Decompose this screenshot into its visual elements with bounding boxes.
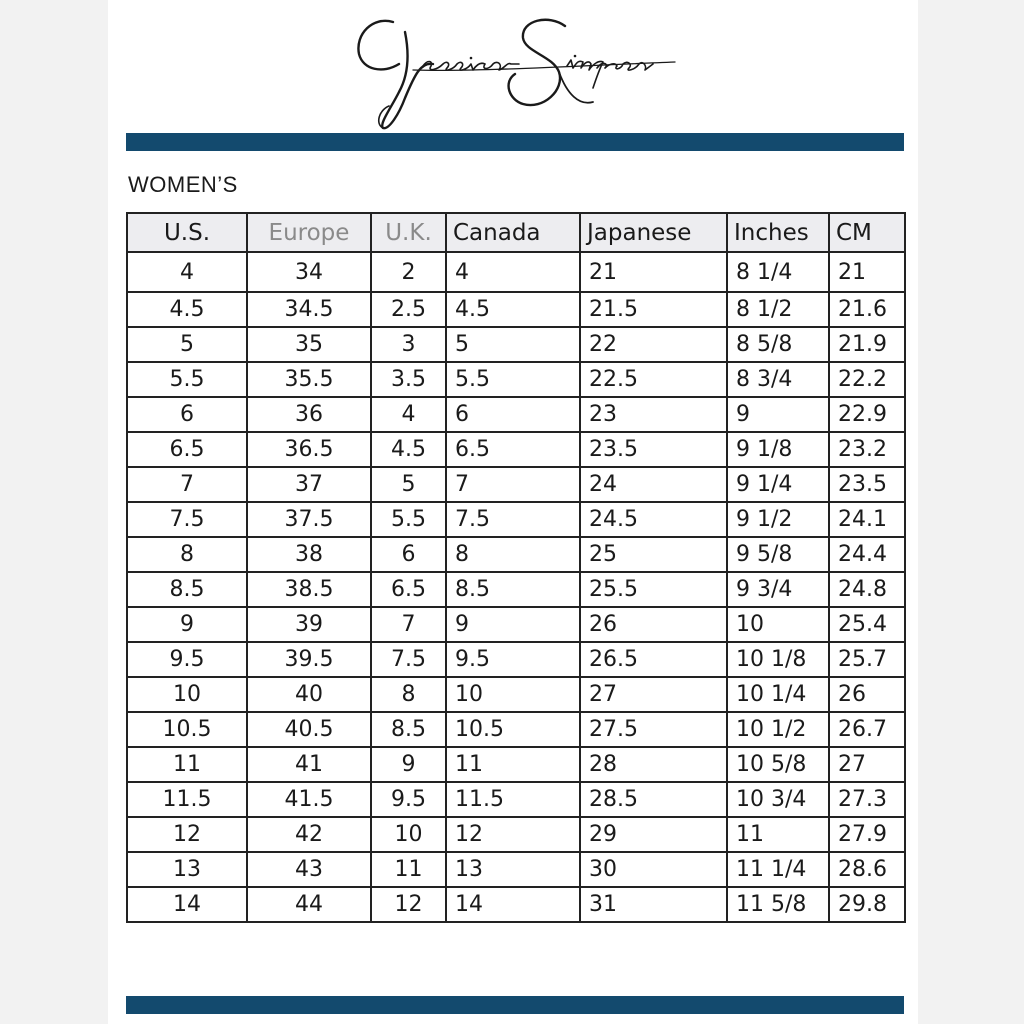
size-chart-page [108, 0, 918, 1024]
cell-us: 12 [127, 817, 247, 852]
cell-europe: 44 [247, 887, 371, 922]
cell-japanese: 22 [580, 327, 727, 362]
cell-uk: 12 [371, 887, 446, 922]
cell-europe: 38 [247, 537, 371, 572]
cell-us: 5.5 [127, 362, 247, 397]
cell-us: 4 [127, 252, 247, 292]
table-row [127, 747, 905, 782]
cell-uk: 10 [371, 817, 446, 852]
cell-europe: 34 [247, 252, 371, 292]
cell-cm: 26 [829, 677, 905, 712]
cell-japanese: 28.5 [580, 782, 727, 817]
cell-us: 10.5 [127, 712, 247, 747]
table-row [127, 502, 905, 537]
table-row [127, 677, 905, 712]
cell-canada: 10 [446, 677, 580, 712]
cell-us: 10 [127, 677, 247, 712]
cell-canada: 4.5 [446, 292, 580, 327]
cell-japanese: 21.5 [580, 292, 727, 327]
jessica-simpson-signature-logo [353, 12, 683, 130]
table-header-row [127, 213, 905, 252]
cell-inches: 9 1/8 [727, 432, 829, 467]
cell-uk: 8 [371, 677, 446, 712]
table-row [127, 572, 905, 607]
cell-cm: 26.7 [829, 712, 905, 747]
cell-japanese: 24.5 [580, 502, 727, 537]
cell-europe: 39.5 [247, 642, 371, 677]
size-conversion-table [126, 212, 906, 923]
cell-japanese: 29 [580, 817, 727, 852]
cell-inches: 11 [727, 817, 829, 852]
cell-us: 5 [127, 327, 247, 362]
cell-inches: 10 1/2 [727, 712, 829, 747]
cell-uk: 6 [371, 537, 446, 572]
cell-inches: 11 5/8 [727, 887, 829, 922]
cell-canada: 9.5 [446, 642, 580, 677]
cell-europe: 38.5 [247, 572, 371, 607]
table-row [127, 362, 905, 397]
cell-inches: 9 1/2 [727, 502, 829, 537]
header-inches: Inches [727, 213, 829, 252]
cell-cm: 27.9 [829, 817, 905, 852]
cell-canada: 7.5 [446, 502, 580, 537]
top-accent-bar [126, 133, 904, 151]
cell-us: 13 [127, 852, 247, 887]
cell-uk: 4 [371, 397, 446, 432]
cell-europe: 36.5 [247, 432, 371, 467]
cell-cm: 27.3 [829, 782, 905, 817]
cell-japanese: 30 [580, 852, 727, 887]
cell-cm: 24.8 [829, 572, 905, 607]
cell-europe: 37.5 [247, 502, 371, 537]
cell-japanese: 28 [580, 747, 727, 782]
table-row [127, 782, 905, 817]
cell-canada: 10.5 [446, 712, 580, 747]
cell-us: 4.5 [127, 292, 247, 327]
cell-uk: 3 [371, 327, 446, 362]
cell-uk: 2.5 [371, 292, 446, 327]
table-row [127, 817, 905, 852]
cell-japanese: 26.5 [580, 642, 727, 677]
cell-canada: 14 [446, 887, 580, 922]
cell-us: 9 [127, 607, 247, 642]
cell-europe: 40.5 [247, 712, 371, 747]
cell-uk: 7 [371, 607, 446, 642]
header-cm: CM [829, 213, 905, 252]
cell-europe: 40 [247, 677, 371, 712]
cell-cm: 24.1 [829, 502, 905, 537]
header-europe: Europe [247, 213, 371, 252]
cell-uk: 5 [371, 467, 446, 502]
table-body [127, 252, 905, 922]
cell-japanese: 23.5 [580, 432, 727, 467]
table-row [127, 607, 905, 642]
cell-japanese: 31 [580, 887, 727, 922]
cell-cm: 27 [829, 747, 905, 782]
cell-canada: 5.5 [446, 362, 580, 397]
cell-japanese: 23 [580, 397, 727, 432]
cell-japanese: 21 [580, 252, 727, 292]
cell-cm: 24.4 [829, 537, 905, 572]
cell-canada: 11 [446, 747, 580, 782]
cell-inches: 8 1/2 [727, 292, 829, 327]
cell-canada: 8.5 [446, 572, 580, 607]
cell-japanese: 24 [580, 467, 727, 502]
cell-canada: 9 [446, 607, 580, 642]
table-row [127, 467, 905, 502]
cell-cm: 21.9 [829, 327, 905, 362]
cell-japanese: 25.5 [580, 572, 727, 607]
cell-europe: 39 [247, 607, 371, 642]
cell-cm: 22.9 [829, 397, 905, 432]
cell-cm: 23.5 [829, 467, 905, 502]
cell-europe: 43 [247, 852, 371, 887]
header-japanese: Japanese [580, 213, 727, 252]
cell-canada: 4 [446, 252, 580, 292]
table-row [127, 252, 905, 292]
cell-us: 6.5 [127, 432, 247, 467]
cell-canada: 6.5 [446, 432, 580, 467]
cell-europe: 37 [247, 467, 371, 502]
table-row [127, 712, 905, 747]
cell-inches: 8 1/4 [727, 252, 829, 292]
cell-japanese: 25 [580, 537, 727, 572]
cell-inches: 9 [727, 397, 829, 432]
cell-europe: 42 [247, 817, 371, 852]
cell-inches: 10 3/4 [727, 782, 829, 817]
table-row [127, 537, 905, 572]
cell-cm: 23.2 [829, 432, 905, 467]
section-title: WOMEN’S [128, 172, 238, 197]
table-row [127, 432, 905, 467]
cell-us: 7.5 [127, 502, 247, 537]
header-uk: U.K. [371, 213, 446, 252]
cell-inches: 9 3/4 [727, 572, 829, 607]
cell-cm: 25.7 [829, 642, 905, 677]
header-canada: Canada [446, 213, 580, 252]
cell-europe: 35 [247, 327, 371, 362]
table-row [127, 397, 905, 432]
cell-us: 14 [127, 887, 247, 922]
cell-uk: 9.5 [371, 782, 446, 817]
cell-cm: 21.6 [829, 292, 905, 327]
cell-japanese: 26 [580, 607, 727, 642]
cell-europe: 41.5 [247, 782, 371, 817]
cell-europe: 34.5 [247, 292, 371, 327]
cell-inches: 10 1/4 [727, 677, 829, 712]
cell-uk: 4.5 [371, 432, 446, 467]
cell-canada: 5 [446, 327, 580, 362]
cell-us: 11 [127, 747, 247, 782]
cell-uk: 8.5 [371, 712, 446, 747]
cell-us: 9.5 [127, 642, 247, 677]
cell-cm: 28.6 [829, 852, 905, 887]
cell-canada: 8 [446, 537, 580, 572]
cell-cm: 25.4 [829, 607, 905, 642]
cell-inches: 10 1/8 [727, 642, 829, 677]
cell-canada: 6 [446, 397, 580, 432]
cell-uk: 3.5 [371, 362, 446, 397]
cell-us: 7 [127, 467, 247, 502]
cell-uk: 7.5 [371, 642, 446, 677]
table-row [127, 642, 905, 677]
cell-inches: 10 [727, 607, 829, 642]
cell-inches: 9 1/4 [727, 467, 829, 502]
cell-cm: 21 [829, 252, 905, 292]
cell-inches: 11 1/4 [727, 852, 829, 887]
cell-cm: 29.8 [829, 887, 905, 922]
cell-us: 6 [127, 397, 247, 432]
cell-europe: 36 [247, 397, 371, 432]
cell-canada: 11.5 [446, 782, 580, 817]
cell-inches: 9 5/8 [727, 537, 829, 572]
table-row [127, 292, 905, 327]
cell-us: 8 [127, 537, 247, 572]
cell-us: 8.5 [127, 572, 247, 607]
cell-europe: 41 [247, 747, 371, 782]
cell-uk: 9 [371, 747, 446, 782]
cell-uk: 11 [371, 852, 446, 887]
cell-europe: 35.5 [247, 362, 371, 397]
bottom-accent-bar [126, 996, 904, 1014]
cell-japanese: 22.5 [580, 362, 727, 397]
cell-inches: 10 5/8 [727, 747, 829, 782]
table-row [127, 852, 905, 887]
table-row [127, 327, 905, 362]
cell-uk: 2 [371, 252, 446, 292]
cell-japanese: 27 [580, 677, 727, 712]
cell-canada: 12 [446, 817, 580, 852]
cell-canada: 13 [446, 852, 580, 887]
cell-inches: 8 5/8 [727, 327, 829, 362]
cell-japanese: 27.5 [580, 712, 727, 747]
cell-cm: 22.2 [829, 362, 905, 397]
cell-us: 11.5 [127, 782, 247, 817]
cell-uk: 5.5 [371, 502, 446, 537]
cell-uk: 6.5 [371, 572, 446, 607]
cell-inches: 8 3/4 [727, 362, 829, 397]
cell-canada: 7 [446, 467, 580, 502]
table-row [127, 887, 905, 922]
header-us: U.S. [127, 213, 247, 252]
